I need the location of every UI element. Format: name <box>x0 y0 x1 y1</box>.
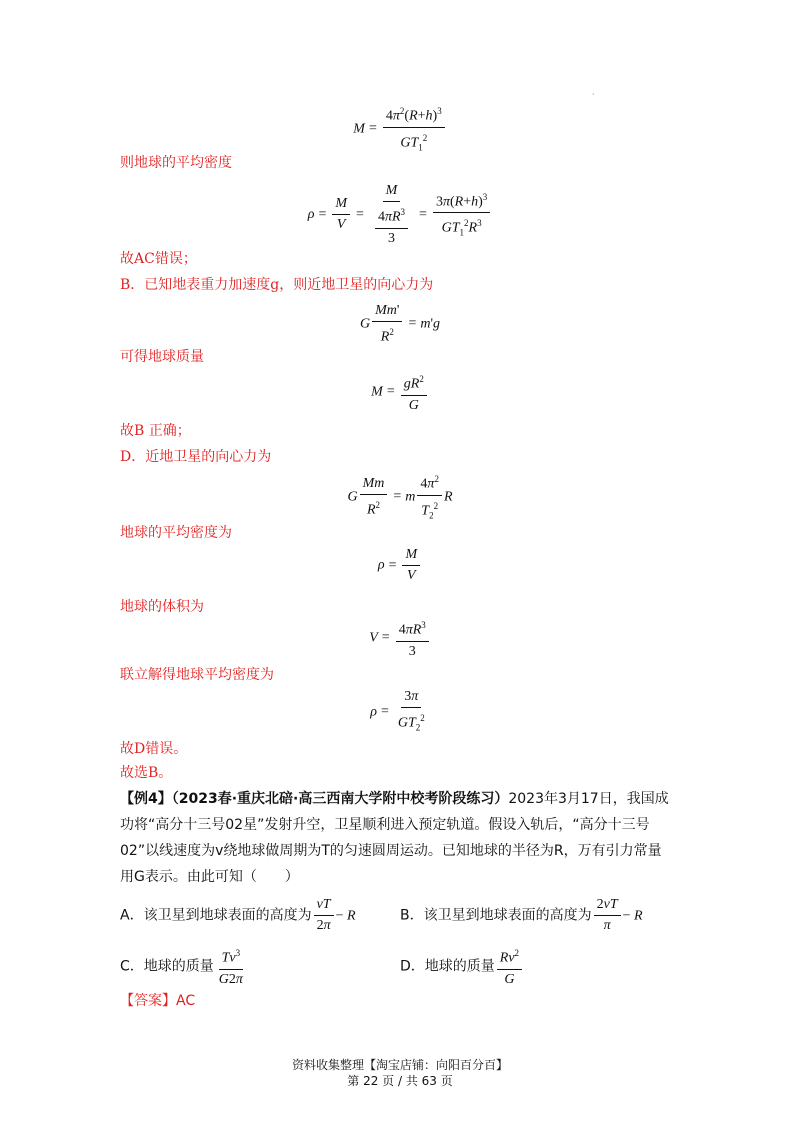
text-density-is: 地球的平均密度为 <box>120 525 232 541</box>
example-tag: 【例4】 <box>120 791 172 807</box>
stray-mark: · <box>592 90 595 99</box>
option-d: D．地球的质量 $\frac{Rv^2}{G}$ <box>400 944 524 989</box>
text-combine-solve: 联立解得地球平均密度为 <box>120 667 274 683</box>
text-average-density: 则地球的平均密度 <box>120 155 232 171</box>
formula-mass-orbit: M = $\frac{4\pi^2(R+h)^3}{GT_1^2}$ <box>0 102 800 156</box>
example-4-question <box>120 786 690 890</box>
example-source: （2023春·重庆北碚·高三西南大学附中校考阶段练习） <box>171 791 509 807</box>
example-line3: 02”以线速度为v绕地球做周期为T的匀速圆周运动。已知地球的半径为R，万有引力常量 <box>120 843 662 859</box>
text-b-correct: 故B 正确； <box>120 423 191 439</box>
formula-density-final: ρ = $\frac{3\pi}{GT_2^2}$ <box>370 689 425 733</box>
option-b-label: B．该卫星到地球表面的高度为 <box>400 907 592 924</box>
formula-surface-gravity: G $\frac{Mm'}{R^2}$ = m'g <box>360 303 440 345</box>
text-choose-b: 故选B。 <box>120 765 173 781</box>
formula-centripetal: G $\frac{Mm}{R^2}$ = m $\frac{4\pi^2}{T_2^2}$ R <box>0 470 800 524</box>
option-a-label: A．该卫星到地球表面的高度为 <box>120 907 312 924</box>
text-ac-wrong: 故AC错误； <box>120 251 197 267</box>
text-d-statement: D．近地卫星的向心力为 <box>120 449 272 465</box>
text-volume-is: 地球的体积为 <box>120 599 204 615</box>
option-c: C．地球的质量 $\frac{Tv^3}{G2\pi}$ <box>120 944 248 989</box>
footer-page-number: 第 22 页 / 共 63 页 <box>347 1074 453 1088</box>
formula-volume: V = $\frac{4\pi R^3}{3}$ <box>0 616 800 661</box>
footer-source: 资料收集整理【淘宝店铺：向阳百分百】 <box>291 1058 508 1072</box>
example-line1: 2023年3月17日，我国成 <box>508 791 669 807</box>
example-line4: 用G表示。由此可知（ ） <box>120 869 299 885</box>
example-line2: 功将“高分十三号02星”发射升空，卫星顺利进入预定轨道。假设入轨后，“高分十三号 <box>120 817 650 833</box>
answer-text: 【答案】AC <box>120 993 196 1009</box>
option-b: B．该卫星到地球表面的高度为 $\frac{2vT}{\pi}$ − R <box>400 897 643 933</box>
option-d-label: D．地球的质量 <box>400 958 495 975</box>
option-c-label: C．地球的质量 <box>120 958 214 975</box>
text-d-wrong: 故D错误。 <box>120 741 188 757</box>
text-earth-mass: 可得地球质量 <box>120 349 204 365</box>
text-b-statement: B．已知地表重力加速度g，则近地卫星的向心力为 <box>120 277 434 293</box>
formula-mass-surface: M = $\frac{gR^2}{G}$ <box>0 370 800 415</box>
formula-density-1: ρ = $\frac{M}{V}$ = $\frac{M}{\frac{4\pi R^3}{3}}$ = $\frac{3\pi(R+h)^3}{GT_1^2R^3}$ <box>0 182 800 248</box>
option-a: A．该卫星到地球表面的高度为 $\frac{vT}{2\pi}$ − R <box>120 897 356 933</box>
formula-density-mv: ρ = $\frac{M}{V}$ <box>0 546 800 585</box>
